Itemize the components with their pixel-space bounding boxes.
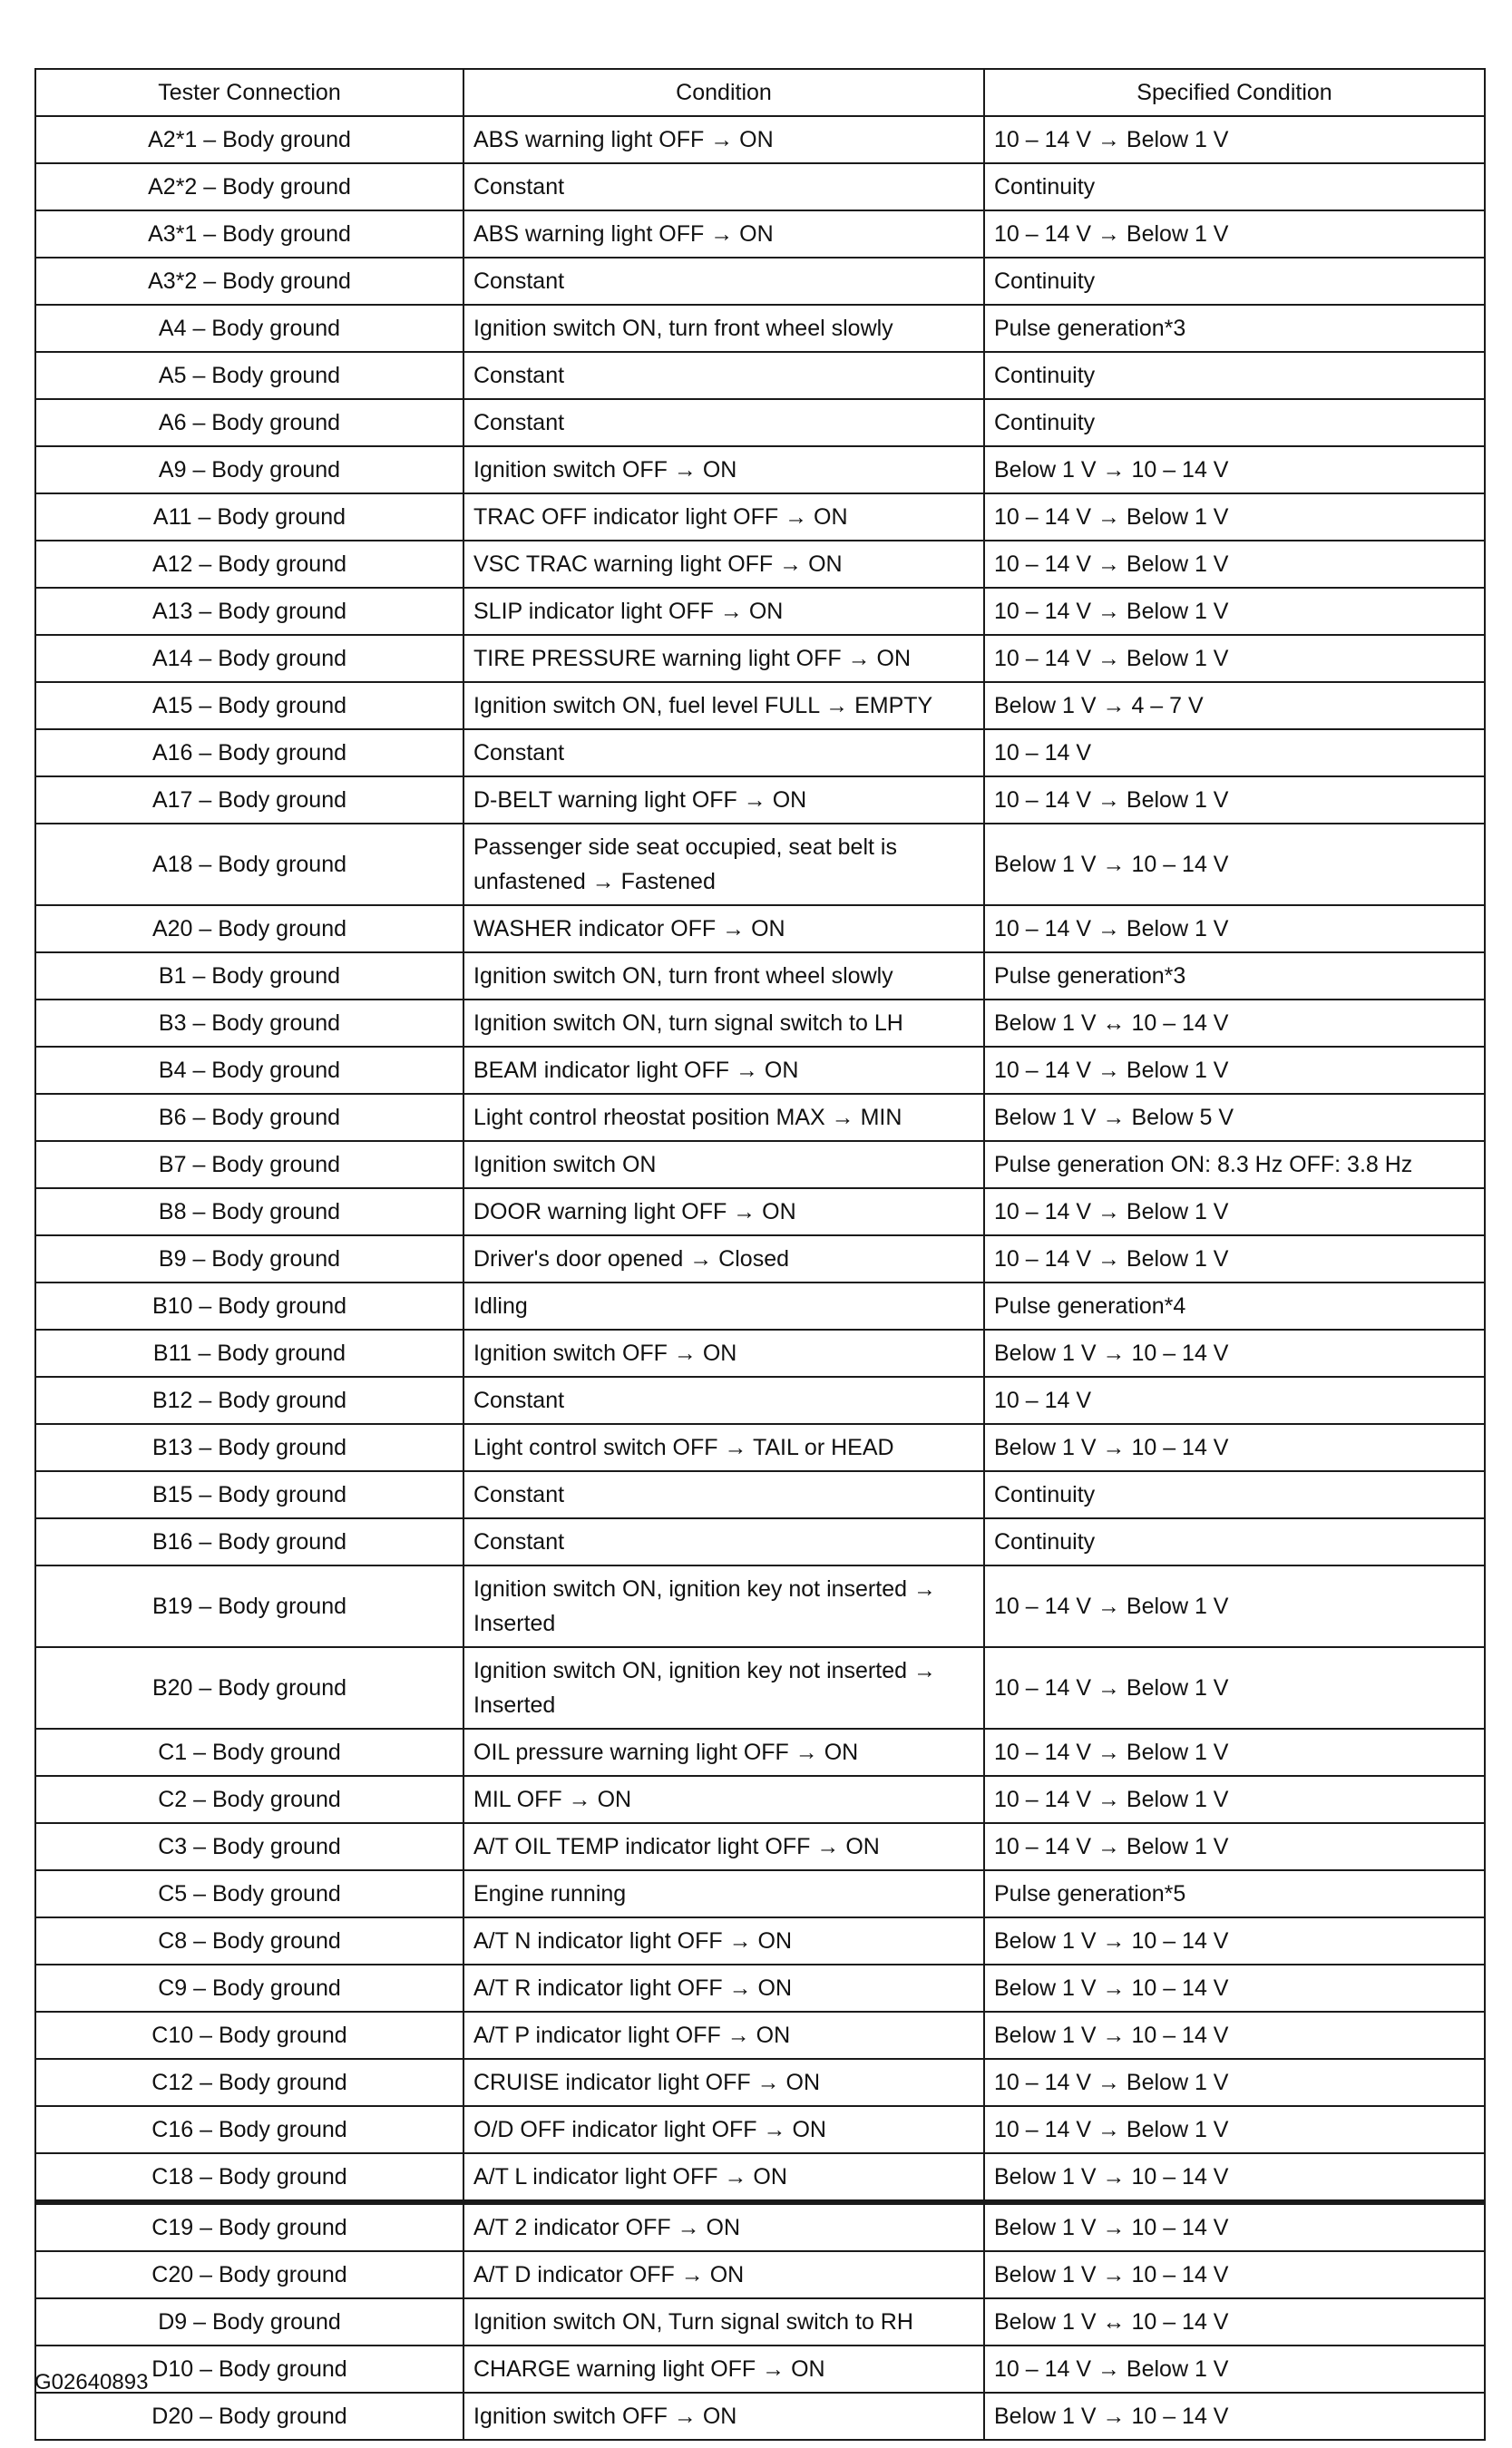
table-row (35, 493, 1485, 541)
cell-tester-connection: A16 – Body ground (35, 729, 463, 776)
table-row (35, 305, 1485, 352)
cell-condition: A/T D indicator OFF → ON (463, 2251, 984, 2298)
header-tester-connection: Tester Connection (35, 69, 463, 116)
cell-specified-condition: 10 – 14 V → Below 1 V (984, 635, 1485, 682)
cell-tester-connection: B16 – Body ground (35, 1518, 463, 1565)
figure-id: G02640893 (34, 2370, 149, 2394)
cell-tester-connection: B3 – Body ground (35, 1000, 463, 1047)
table-row (35, 1330, 1485, 1377)
header-condition: Condition (463, 69, 984, 116)
cell-specified-condition: Below 1 V → 10 – 14 V (984, 1330, 1485, 1377)
cell-tester-connection: A3*1 – Body ground (35, 210, 463, 258)
cell-condition: A/T P indicator light OFF → ON (463, 2012, 984, 2059)
cell-specified-condition: 10 – 14 V → Below 1 V (984, 493, 1485, 541)
cell-specified-condition: Below 1 V → 10 – 14 V (984, 824, 1485, 905)
cell-condition: A/T L indicator light OFF → ON (463, 2153, 984, 2200)
cell-tester-connection: C10 – Body ground (35, 2012, 463, 2059)
tester-connection-table (34, 68, 1484, 2441)
cell-specified-condition: Below 1 V ↔ 10 – 14 V (984, 1000, 1485, 1047)
cell-condition: TIRE PRESSURE warning light OFF → ON (463, 635, 984, 682)
table-row (35, 2106, 1485, 2153)
table-row (35, 635, 1485, 682)
cell-specified-condition: 10 – 14 V → Below 1 V (984, 1776, 1485, 1823)
table-row (35, 1377, 1485, 1424)
cell-tester-connection: B11 – Body ground (35, 1330, 463, 1377)
cell-tester-connection: B12 – Body ground (35, 1377, 463, 1424)
table-row (35, 2393, 1485, 2440)
table-row (35, 116, 1485, 163)
cell-condition: Constant (463, 1471, 984, 1518)
cell-specified-condition: 10 – 14 V → Below 1 V (984, 1188, 1485, 1235)
cell-condition: Idling (463, 1283, 984, 1330)
cell-condition: Driver's door opened → Closed (463, 1235, 984, 1283)
cell-tester-connection: A6 – Body ground (35, 399, 463, 446)
cell-tester-connection: A2*1 – Body ground (35, 116, 463, 163)
table-row (35, 588, 1485, 635)
table-row (35, 1235, 1485, 1283)
cell-specified-condition: 10 – 14 V → Below 1 V (984, 210, 1485, 258)
cell-specified-condition: 10 – 14 V → Below 1 V (984, 2059, 1485, 2106)
cell-specified-condition: Below 1 V → 10 – 14 V (984, 1965, 1485, 2012)
cell-tester-connection: D10 – Body ground (35, 2346, 463, 2393)
cell-tester-connection: A3*2 – Body ground (35, 258, 463, 305)
cell-specified-condition: 10 – 14 V → Below 1 V (984, 116, 1485, 163)
cell-tester-connection: A11 – Body ground (35, 493, 463, 541)
table-row (35, 446, 1485, 493)
cell-condition: Constant (463, 399, 984, 446)
table-row (35, 1870, 1485, 1917)
cell-specified-condition: 10 – 14 V (984, 1377, 1485, 1424)
table-row (35, 1188, 1485, 1235)
cell-tester-connection: B13 – Body ground (35, 1424, 463, 1471)
cell-specified-condition: Continuity (984, 1471, 1485, 1518)
table-body (35, 116, 1485, 2200)
cell-tester-connection: A2*2 – Body ground (35, 163, 463, 210)
table-row (35, 2251, 1485, 2298)
table-row (35, 2059, 1485, 2106)
cell-condition: Ignition switch OFF → ON (463, 446, 984, 493)
cell-specified-condition: Below 1 V → 10 – 14 V (984, 2251, 1485, 2298)
table-row (35, 952, 1485, 1000)
cell-tester-connection: C8 – Body ground (35, 1917, 463, 1965)
cell-specified-condition: Continuity (984, 258, 1485, 305)
cell-specified-condition: 10 – 14 V → Below 1 V (984, 1729, 1485, 1776)
cell-specified-condition: 10 – 14 V → Below 1 V (984, 2346, 1485, 2393)
table-row (35, 2298, 1485, 2346)
cell-specified-condition: Below 1 V → 10 – 14 V (984, 2393, 1485, 2440)
cell-tester-connection: B20 – Body ground (35, 1647, 463, 1729)
cell-specified-condition: Continuity (984, 163, 1485, 210)
table-row (35, 1047, 1485, 1094)
cell-tester-connection: C3 – Body ground (35, 1823, 463, 1870)
cell-specified-condition: Below 1 V → 10 – 14 V (984, 2153, 1485, 2200)
table-row (35, 1776, 1485, 1823)
cell-specified-condition: Below 1 V → 10 – 14 V (984, 2012, 1485, 2059)
cell-tester-connection: C12 – Body ground (35, 2059, 463, 2106)
cell-tester-connection: B6 – Body ground (35, 1094, 463, 1141)
table-row (35, 905, 1485, 952)
cell-condition: Constant (463, 729, 984, 776)
cell-tester-connection: B19 – Body ground (35, 1565, 463, 1647)
table-row (35, 776, 1485, 824)
cell-condition: CHARGE warning light OFF → ON (463, 2346, 984, 2393)
cell-specified-condition: 10 – 14 V → Below 1 V (984, 588, 1485, 635)
cell-condition: Ignition switch ON, turn front wheel slowly (463, 305, 984, 352)
table-row (35, 682, 1485, 729)
cell-condition: A/T R indicator light OFF → ON (463, 1965, 984, 2012)
table-body-continuation (35, 2203, 1485, 2440)
table-row (35, 1917, 1485, 1965)
cell-condition: Constant (463, 1377, 984, 1424)
cell-condition: A/T OIL TEMP indicator light OFF → ON (463, 1823, 984, 1870)
table-row (35, 2012, 1485, 2059)
table-row (35, 729, 1485, 776)
cell-tester-connection: B8 – Body ground (35, 1188, 463, 1235)
cell-specified-condition: Pulse generation*3 (984, 305, 1485, 352)
table-row (35, 541, 1485, 588)
cell-specified-condition: 10 – 14 V → Below 1 V (984, 1647, 1485, 1729)
table-row (35, 1565, 1485, 1647)
cell-condition: Constant (463, 258, 984, 305)
cell-condition: Ignition switch ON, ignition key not inserted → Inserted (463, 1565, 984, 1647)
cell-condition: Ignition switch ON, ignition key not inserted → Inserted (463, 1647, 984, 1729)
cell-condition: A/T N indicator light OFF → ON (463, 1917, 984, 1965)
cell-condition: Ignition switch OFF → ON (463, 2393, 984, 2440)
table-row (35, 1000, 1485, 1047)
cell-tester-connection: A17 – Body ground (35, 776, 463, 824)
table-row (35, 1729, 1485, 1776)
cell-specified-condition: 10 – 14 V → Below 1 V (984, 905, 1485, 952)
table-row (35, 258, 1485, 305)
cell-specified-condition: 10 – 14 V → Below 1 V (984, 776, 1485, 824)
table-row (35, 210, 1485, 258)
cell-condition: MIL OFF → ON (463, 1776, 984, 1823)
cell-tester-connection: D20 – Body ground (35, 2393, 463, 2440)
cell-condition: CRUISE indicator light OFF → ON (463, 2059, 984, 2106)
table-header-row (35, 69, 1485, 116)
cell-condition: ABS warning light OFF → ON (463, 210, 984, 258)
table-row (35, 352, 1485, 399)
cell-specified-condition: 10 – 14 V → Below 1 V (984, 541, 1485, 588)
cell-tester-connection: A13 – Body ground (35, 588, 463, 635)
cell-specified-condition: 10 – 14 V → Below 1 V (984, 1047, 1485, 1094)
table-row (35, 2346, 1485, 2393)
table-main (34, 68, 1486, 2201)
cell-condition: Ignition switch ON, turn signal switch to LH (463, 1000, 984, 1047)
cell-tester-connection: B15 – Body ground (35, 1471, 463, 1518)
cell-specified-condition: 10 – 14 V (984, 729, 1485, 776)
table-row (35, 2153, 1485, 2200)
cell-specified-condition: 10 – 14 V → Below 1 V (984, 2106, 1485, 2153)
cell-condition: TRAC OFF indicator light OFF → ON (463, 493, 984, 541)
cell-condition: OIL pressure warning light OFF → ON (463, 1729, 984, 1776)
cell-tester-connection: A4 – Body ground (35, 305, 463, 352)
table-row (35, 1424, 1485, 1471)
cell-tester-connection: A20 – Body ground (35, 905, 463, 952)
cell-tester-connection: A12 – Body ground (35, 541, 463, 588)
table-row (35, 1471, 1485, 1518)
cell-tester-connection: A9 – Body ground (35, 446, 463, 493)
cell-tester-connection: C5 – Body ground (35, 1870, 463, 1917)
cell-tester-connection: C2 – Body ground (35, 1776, 463, 1823)
cell-condition: Passenger side seat occupied, seat belt is unfastened → Fastened (463, 824, 984, 905)
cell-specified-condition: Below 1 V → 10 – 14 V (984, 1917, 1485, 1965)
cell-tester-connection: B1 – Body ground (35, 952, 463, 1000)
table-row (35, 399, 1485, 446)
cell-tester-connection: A15 – Body ground (35, 682, 463, 729)
cell-specified-condition: Continuity (984, 352, 1485, 399)
table-row (35, 1823, 1485, 1870)
cell-condition: Ignition switch ON, fuel level FULL → EMPTY (463, 682, 984, 729)
cell-tester-connection: A14 – Body ground (35, 635, 463, 682)
cell-tester-connection: C18 – Body ground (35, 2153, 463, 2200)
cell-tester-connection: C9 – Body ground (35, 1965, 463, 2012)
cell-condition: Constant (463, 163, 984, 210)
cell-condition: VSC TRAC warning light OFF → ON (463, 541, 984, 588)
cell-specified-condition: Continuity (984, 1518, 1485, 1565)
cell-specified-condition: Pulse generation ON: 8.3 Hz OFF: 3.8 Hz (984, 1141, 1485, 1188)
cell-specified-condition: Continuity (984, 399, 1485, 446)
cell-specified-condition: Below 1 V → 4 – 7 V (984, 682, 1485, 729)
table-row (35, 2203, 1485, 2251)
header-specified-condition: Specified Condition (984, 69, 1485, 116)
cell-tester-connection: B7 – Body ground (35, 1141, 463, 1188)
cell-condition: Light control switch OFF → TAIL or HEAD (463, 1424, 984, 1471)
cell-tester-connection: B10 – Body ground (35, 1283, 463, 1330)
cell-specified-condition: 10 – 14 V → Below 1 V (984, 1565, 1485, 1647)
cell-tester-connection: A5 – Body ground (35, 352, 463, 399)
cell-tester-connection: D9 – Body ground (35, 2298, 463, 2346)
cell-condition: Constant (463, 1518, 984, 1565)
cell-condition: A/T 2 indicator OFF → ON (463, 2203, 984, 2251)
cell-condition: Constant (463, 352, 984, 399)
table-continuation (34, 2201, 1486, 2441)
table-row (35, 1283, 1485, 1330)
cell-condition: DOOR warning light OFF → ON (463, 1188, 984, 1235)
cell-specified-condition: Below 1 V → 10 – 14 V (984, 446, 1485, 493)
cell-condition: SLIP indicator light OFF → ON (463, 588, 984, 635)
table-row (35, 1141, 1485, 1188)
cell-condition: Ignition switch OFF → ON (463, 1330, 984, 1377)
cell-condition: D-BELT warning light OFF → ON (463, 776, 984, 824)
cell-condition: Ignition switch ON, Turn signal switch to RH (463, 2298, 984, 2346)
cell-specified-condition: Below 1 V → 10 – 14 V (984, 2203, 1485, 2251)
table-row (35, 824, 1485, 905)
cell-specified-condition: 10 – 14 V → Below 1 V (984, 1823, 1485, 1870)
cell-condition: ABS warning light OFF → ON (463, 116, 984, 163)
cell-tester-connection: C19 – Body ground (35, 2203, 463, 2251)
cell-specified-condition: Pulse generation*5 (984, 1870, 1485, 1917)
cell-tester-connection: C20 – Body ground (35, 2251, 463, 2298)
cell-specified-condition: Below 1 V → 10 – 14 V (984, 1424, 1485, 1471)
cell-tester-connection: A18 – Body ground (35, 824, 463, 905)
cell-specified-condition: Below 1 V ↔ 10 – 14 V (984, 2298, 1485, 2346)
cell-condition: Ignition switch ON (463, 1141, 984, 1188)
cell-condition: Ignition switch ON, turn front wheel slowly (463, 952, 984, 1000)
table-row (35, 163, 1485, 210)
cell-specified-condition: Pulse generation*3 (984, 952, 1485, 1000)
cell-tester-connection: B4 – Body ground (35, 1047, 463, 1094)
table-row (35, 1518, 1485, 1565)
table-row (35, 1965, 1485, 2012)
cell-tester-connection: C16 – Body ground (35, 2106, 463, 2153)
table-row (35, 1647, 1485, 1729)
cell-condition: Engine running (463, 1870, 984, 1917)
cell-tester-connection: B9 – Body ground (35, 1235, 463, 1283)
cell-tester-connection: C1 – Body ground (35, 1729, 463, 1776)
cell-condition: O/D OFF indicator light OFF → ON (463, 2106, 984, 2153)
cell-specified-condition: Pulse generation*4 (984, 1283, 1485, 1330)
cell-condition: Light control rheostat position MAX → MIN (463, 1094, 984, 1141)
table-row (35, 1094, 1485, 1141)
cell-specified-condition: Below 1 V → Below 5 V (984, 1094, 1485, 1141)
cell-condition: WASHER indicator OFF → ON (463, 905, 984, 952)
cell-specified-condition: 10 – 14 V → Below 1 V (984, 1235, 1485, 1283)
cell-condition: BEAM indicator light OFF → ON (463, 1047, 984, 1094)
